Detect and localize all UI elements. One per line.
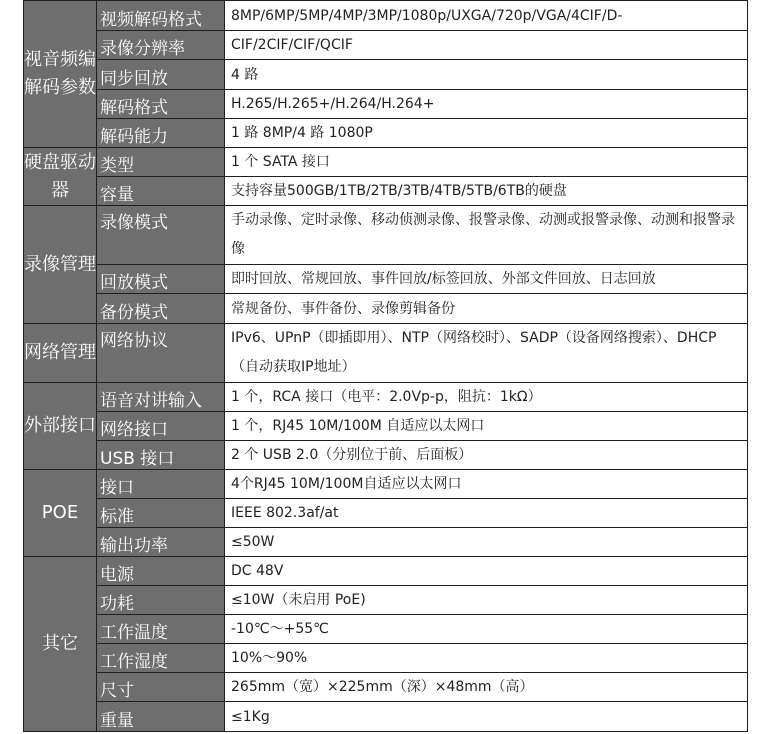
spec-row — [24, 119, 748, 148]
spec-label: 接口 — [97, 470, 225, 499]
spec-label: 备份模式 — [97, 294, 225, 324]
spec-value: 4个RJ45 10M/100M自适应以太网口 — [225, 470, 748, 499]
category-cell: 录像管理 — [24, 206, 97, 324]
spec-row — [24, 644, 748, 673]
spec-value: IPv6、UPnP（即插即用）、NTP（网络校时）、SADP（设备网络搜索）、DHCP（自动获取IP地址） — [225, 324, 748, 383]
spec-value: 1 个，RJ45 10M/100M 自适应以太网口 — [225, 412, 748, 441]
spec-value: 10%～90% — [225, 644, 748, 673]
spec-label: 网络协议 — [97, 324, 225, 383]
spec-row — [24, 294, 748, 324]
spec-row — [24, 90, 748, 119]
category-cell: 其它 — [24, 557, 97, 732]
spec-value: DC 48V — [225, 557, 748, 586]
category-cell: 外部接口 — [24, 383, 97, 470]
spec-row — [24, 31, 748, 60]
spec-value: 2 个 USB 2.0（分别位于前、后面板） — [225, 441, 748, 470]
spec-row — [24, 60, 748, 90]
spec-value: ≤1Kg — [225, 702, 748, 732]
spec-value: 常规备份、事件备份、录像剪辑备份 — [225, 294, 748, 324]
spec-label: 工作湿度 — [97, 644, 225, 673]
spec-label: 电源 — [97, 557, 225, 586]
category-cell: 硬盘驱动器 — [24, 148, 97, 206]
spec-value: -10℃～+55℃ — [225, 615, 748, 644]
spec-row — [24, 441, 748, 470]
spec-value: CIF/2CIF/CIF/QCIF — [225, 31, 748, 60]
spec-label: 视频解码格式 — [97, 1, 225, 31]
category-cell: POE — [24, 470, 97, 557]
spec-label: 重量 — [97, 702, 225, 732]
spec-label: 类型 — [97, 148, 225, 177]
spec-label: 解码能力 — [97, 119, 225, 148]
spec-value: 1 个 SATA 接口 — [225, 148, 748, 177]
category-cell: 网络管理 — [24, 324, 97, 383]
spec-row — [24, 586, 748, 615]
spec-row — [24, 499, 748, 528]
spec-value: 4 路 — [225, 60, 748, 90]
spec-value: IEEE 802.3af/at — [225, 499, 748, 528]
spec-row — [24, 324, 748, 383]
spec-row — [24, 615, 748, 644]
spec-row — [24, 148, 748, 177]
spec-label: 尺寸 — [97, 673, 225, 702]
spec-label: 同步回放 — [97, 60, 225, 90]
spec-row — [24, 702, 748, 732]
spec-value: 8MP/6MP/5MP/4MP/3MP/1080p/UXGA/720p/VGA/4CIF/D- — [225, 1, 748, 31]
spec-row — [24, 557, 748, 586]
spec-row — [24, 673, 748, 702]
spec-row — [24, 528, 748, 557]
spec-label: 语音对讲输入 — [97, 383, 225, 412]
spec-table-body — [24, 1, 748, 732]
category-cell: 视音频编解码参数 — [24, 1, 97, 148]
spec-label: 输出功率 — [97, 528, 225, 557]
spec-row — [24, 470, 748, 499]
spec-label: 标准 — [97, 499, 225, 528]
spec-value: 手动录像、定时录像、移动侦测录像、报警录像、动测或报警录像、动测和报警录像 — [225, 206, 748, 265]
spec-row — [24, 206, 748, 265]
spec-value: 265mm（宽）×225mm（深）×48mm（高） — [225, 673, 748, 702]
spec-label: 工作温度 — [97, 615, 225, 644]
spec-row — [24, 265, 748, 294]
spec-value: ≤10W（未启用 PoE) — [225, 586, 748, 615]
spec-value: 1 个，RCA 接口（电平：2.0Vp-p，阻抗：1kΩ） — [225, 383, 748, 412]
spec-row — [24, 383, 748, 412]
spec-label: 功耗 — [97, 586, 225, 615]
spec-label: 录像模式 — [97, 206, 225, 265]
spec-label: 回放模式 — [97, 265, 225, 294]
spec-row — [24, 1, 748, 31]
spec-value: H.265/H.265+/H.264/H.264+ — [225, 90, 748, 119]
spec-value: 即时回放、常规回放、事件回放/标签回放、外部文件回放、日志回放 — [225, 265, 748, 294]
spec-row — [24, 177, 748, 206]
spec-value: 1 路 8MP/4 路 1080P — [225, 119, 748, 148]
spec-label: USB 接口 — [97, 441, 225, 470]
spec-label: 录像分辨率 — [97, 31, 225, 60]
spec-row — [24, 412, 748, 441]
spec-table — [23, 0, 748, 732]
spec-value: 支持容量500GB/1TB/2TB/3TB/4TB/5TB/6TB的硬盘 — [225, 177, 748, 206]
spec-label: 解码格式 — [97, 90, 225, 119]
spec-value: ≤50W — [225, 528, 748, 557]
spec-label: 网络接口 — [97, 412, 225, 441]
spec-label: 容量 — [97, 177, 225, 206]
